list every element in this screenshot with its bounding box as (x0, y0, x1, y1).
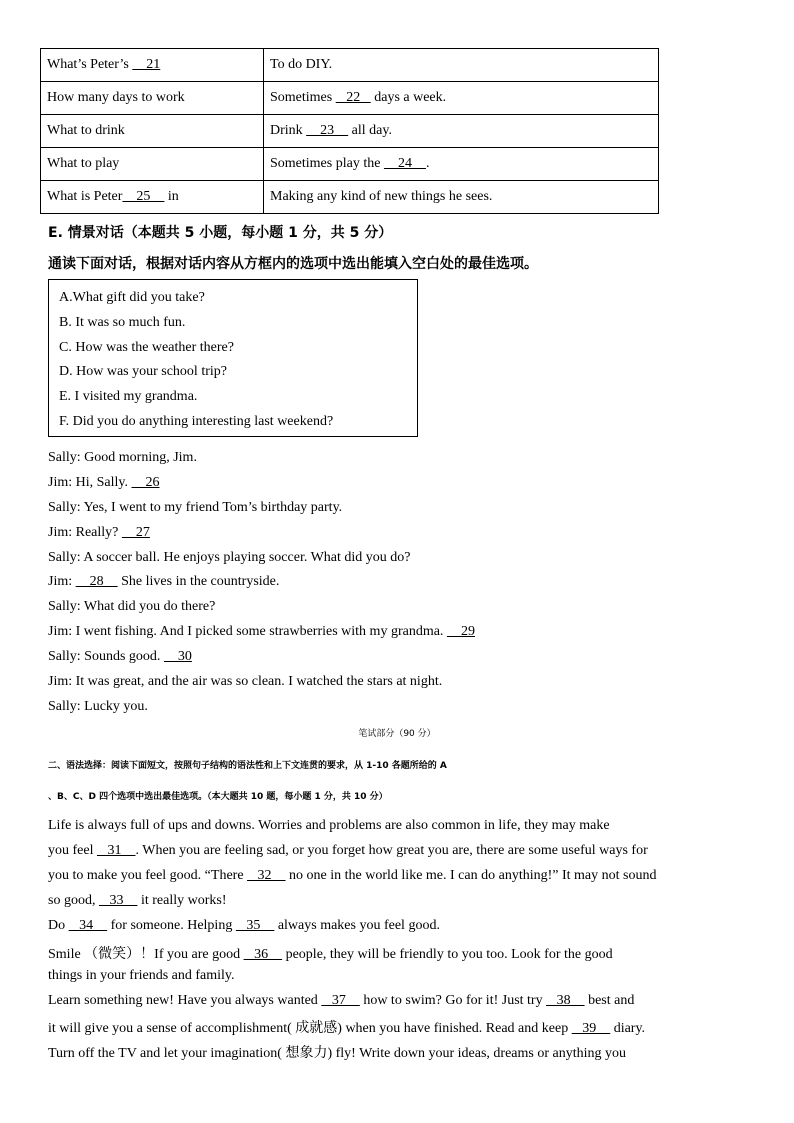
question-cell: What’s Peter’s 21 (41, 49, 264, 82)
passage-line: Smile （微笑）！If you are good 36 people, they will be friendly to you too. Look for the good (48, 947, 613, 962)
option-f: F. Did you do anything interesting last weekend? (59, 413, 334, 429)
blank-35: 35 (235, 918, 275, 933)
passage-line: so good, 33 it really works! (48, 893, 227, 908)
passage-line: it will give you a sense of accomplishment( 成就感) when you have finished. Read and keep 39 diary. (48, 1021, 646, 1036)
blank-25: 25 (122, 189, 165, 204)
written-part-title: 笔试部分（90 分） (358, 729, 436, 739)
dialogue-line: Jim: It was great, and the air was so clean. I watched the stars at night. (48, 674, 443, 689)
blank-23: 23 (306, 123, 349, 138)
section-2-title-line1: 二、语法选择：阅读下面短文，按照句子结构的语法性和上下文连贯的要求，从 1-10 各题所给的 A (48, 761, 447, 771)
dialogue-line: Jim: I went fishing. And I picked some strawberries with my grandma. 29 (48, 624, 475, 639)
blank-31: 31 (96, 843, 136, 858)
option-b: B. It was so much fun. (59, 314, 186, 330)
option-d: D. How was your school trip? (59, 364, 227, 380)
table-row (41, 82, 659, 115)
table-row (41, 181, 659, 214)
blank-27: 27 (121, 525, 150, 540)
blank-28: 28 (75, 574, 118, 589)
blank-37: 37 (321, 993, 360, 1008)
dialogue-line: Sally: Sounds good. 30 (48, 649, 192, 664)
dialogue-line: Sally: Yes, I went to my friend Tom’s birthday party. (48, 500, 343, 515)
table-row (41, 115, 659, 148)
passage-line: Turn off the TV and let your imagination( 想象力) fly! Write down your ideas, dreams or anything you (48, 1046, 627, 1061)
answer-cell: Making any kind of new things he sees. (264, 181, 659, 214)
passage-line: you feel 31 . When you are feeling sad, or you forget how great you are, there are some useful ways for (48, 843, 648, 858)
dialogue-line: Sally: A soccer ball. He enjoys playing soccer. What did you do? (48, 550, 411, 565)
passage-line: Do 34 for someone. Helping 35 always makes you feel good. (48, 918, 440, 933)
blank-22: 22 (335, 90, 371, 105)
dialogue-line: Sally: What did you do there? (48, 599, 216, 614)
option-c: C. How was the weather there? (59, 339, 234, 355)
passage-line: things in your friends and family. (48, 968, 235, 983)
question-cell: What is Peter 25 in (41, 181, 264, 214)
blank-26: 26 (131, 475, 160, 490)
dialogue-line: Sally: Lucky you. (48, 699, 148, 714)
question-cell: What to drink (41, 115, 264, 148)
section-e-title: E. 情景对话（本题共 5 小题，每小题 1 分，共 5 分） (48, 225, 393, 241)
blank-33: 33 (98, 893, 138, 908)
answer-cell: Sometimes play the 24 . (264, 148, 659, 181)
section-2-title-line2: 、B、C、D 四个选项中选出最佳选项。（本大题共 10 题，每小题 1 分，共 10 分） (48, 792, 388, 802)
blank-34: 34 (68, 918, 108, 933)
blank-30: 30 (163, 649, 192, 664)
blank-38: 38 (546, 993, 585, 1008)
answer-cell: To do DIY. (264, 49, 659, 82)
option-a: A.What gift did you take? (59, 290, 205, 305)
info-table (40, 48, 659, 214)
dialogue-line: Jim: Hi, Sally. 26 (48, 475, 160, 490)
blank-36: 36 (243, 947, 283, 962)
blank-29: 29 (446, 624, 475, 639)
passage-line: Learn something new! Have you always wanted 37 how to swim? Go for it! Just try 38 best and (48, 993, 635, 1008)
dialogue-line: Jim: Really? 27 (48, 525, 150, 540)
passage-line: Life is always full of ups and downs. Worries and problems are also common in life, they may make (48, 818, 610, 833)
blank-24: 24 (383, 156, 426, 171)
passage-line: you to make you feel good. “There 32 no one in the world like me. I can do anything!” It may not sound (48, 868, 657, 883)
section-e-instruction: 通读下面对话，根据对话内容从方框内的选项中选出能填入空白处的最佳选项。 (48, 256, 538, 272)
dialogue-line: Jim: 28 She lives in the countryside. (48, 574, 280, 589)
table-row (41, 148, 659, 181)
blank-32: 32 (247, 868, 286, 883)
dialogue-line: Sally: Good morning, Jim. (48, 450, 197, 465)
table-row (41, 49, 659, 82)
options-box (48, 279, 418, 437)
option-e: E. I visited my grandma. (59, 389, 198, 405)
blank-39: 39 (571, 1021, 611, 1036)
question-cell: How many days to work (41, 82, 264, 115)
question-cell: What to play (41, 148, 264, 181)
blank-21: 21 (132, 57, 161, 72)
answer-cell: Sometimes 22 days a week. (264, 82, 659, 115)
answer-cell: Drink 23 all day. (264, 115, 659, 148)
